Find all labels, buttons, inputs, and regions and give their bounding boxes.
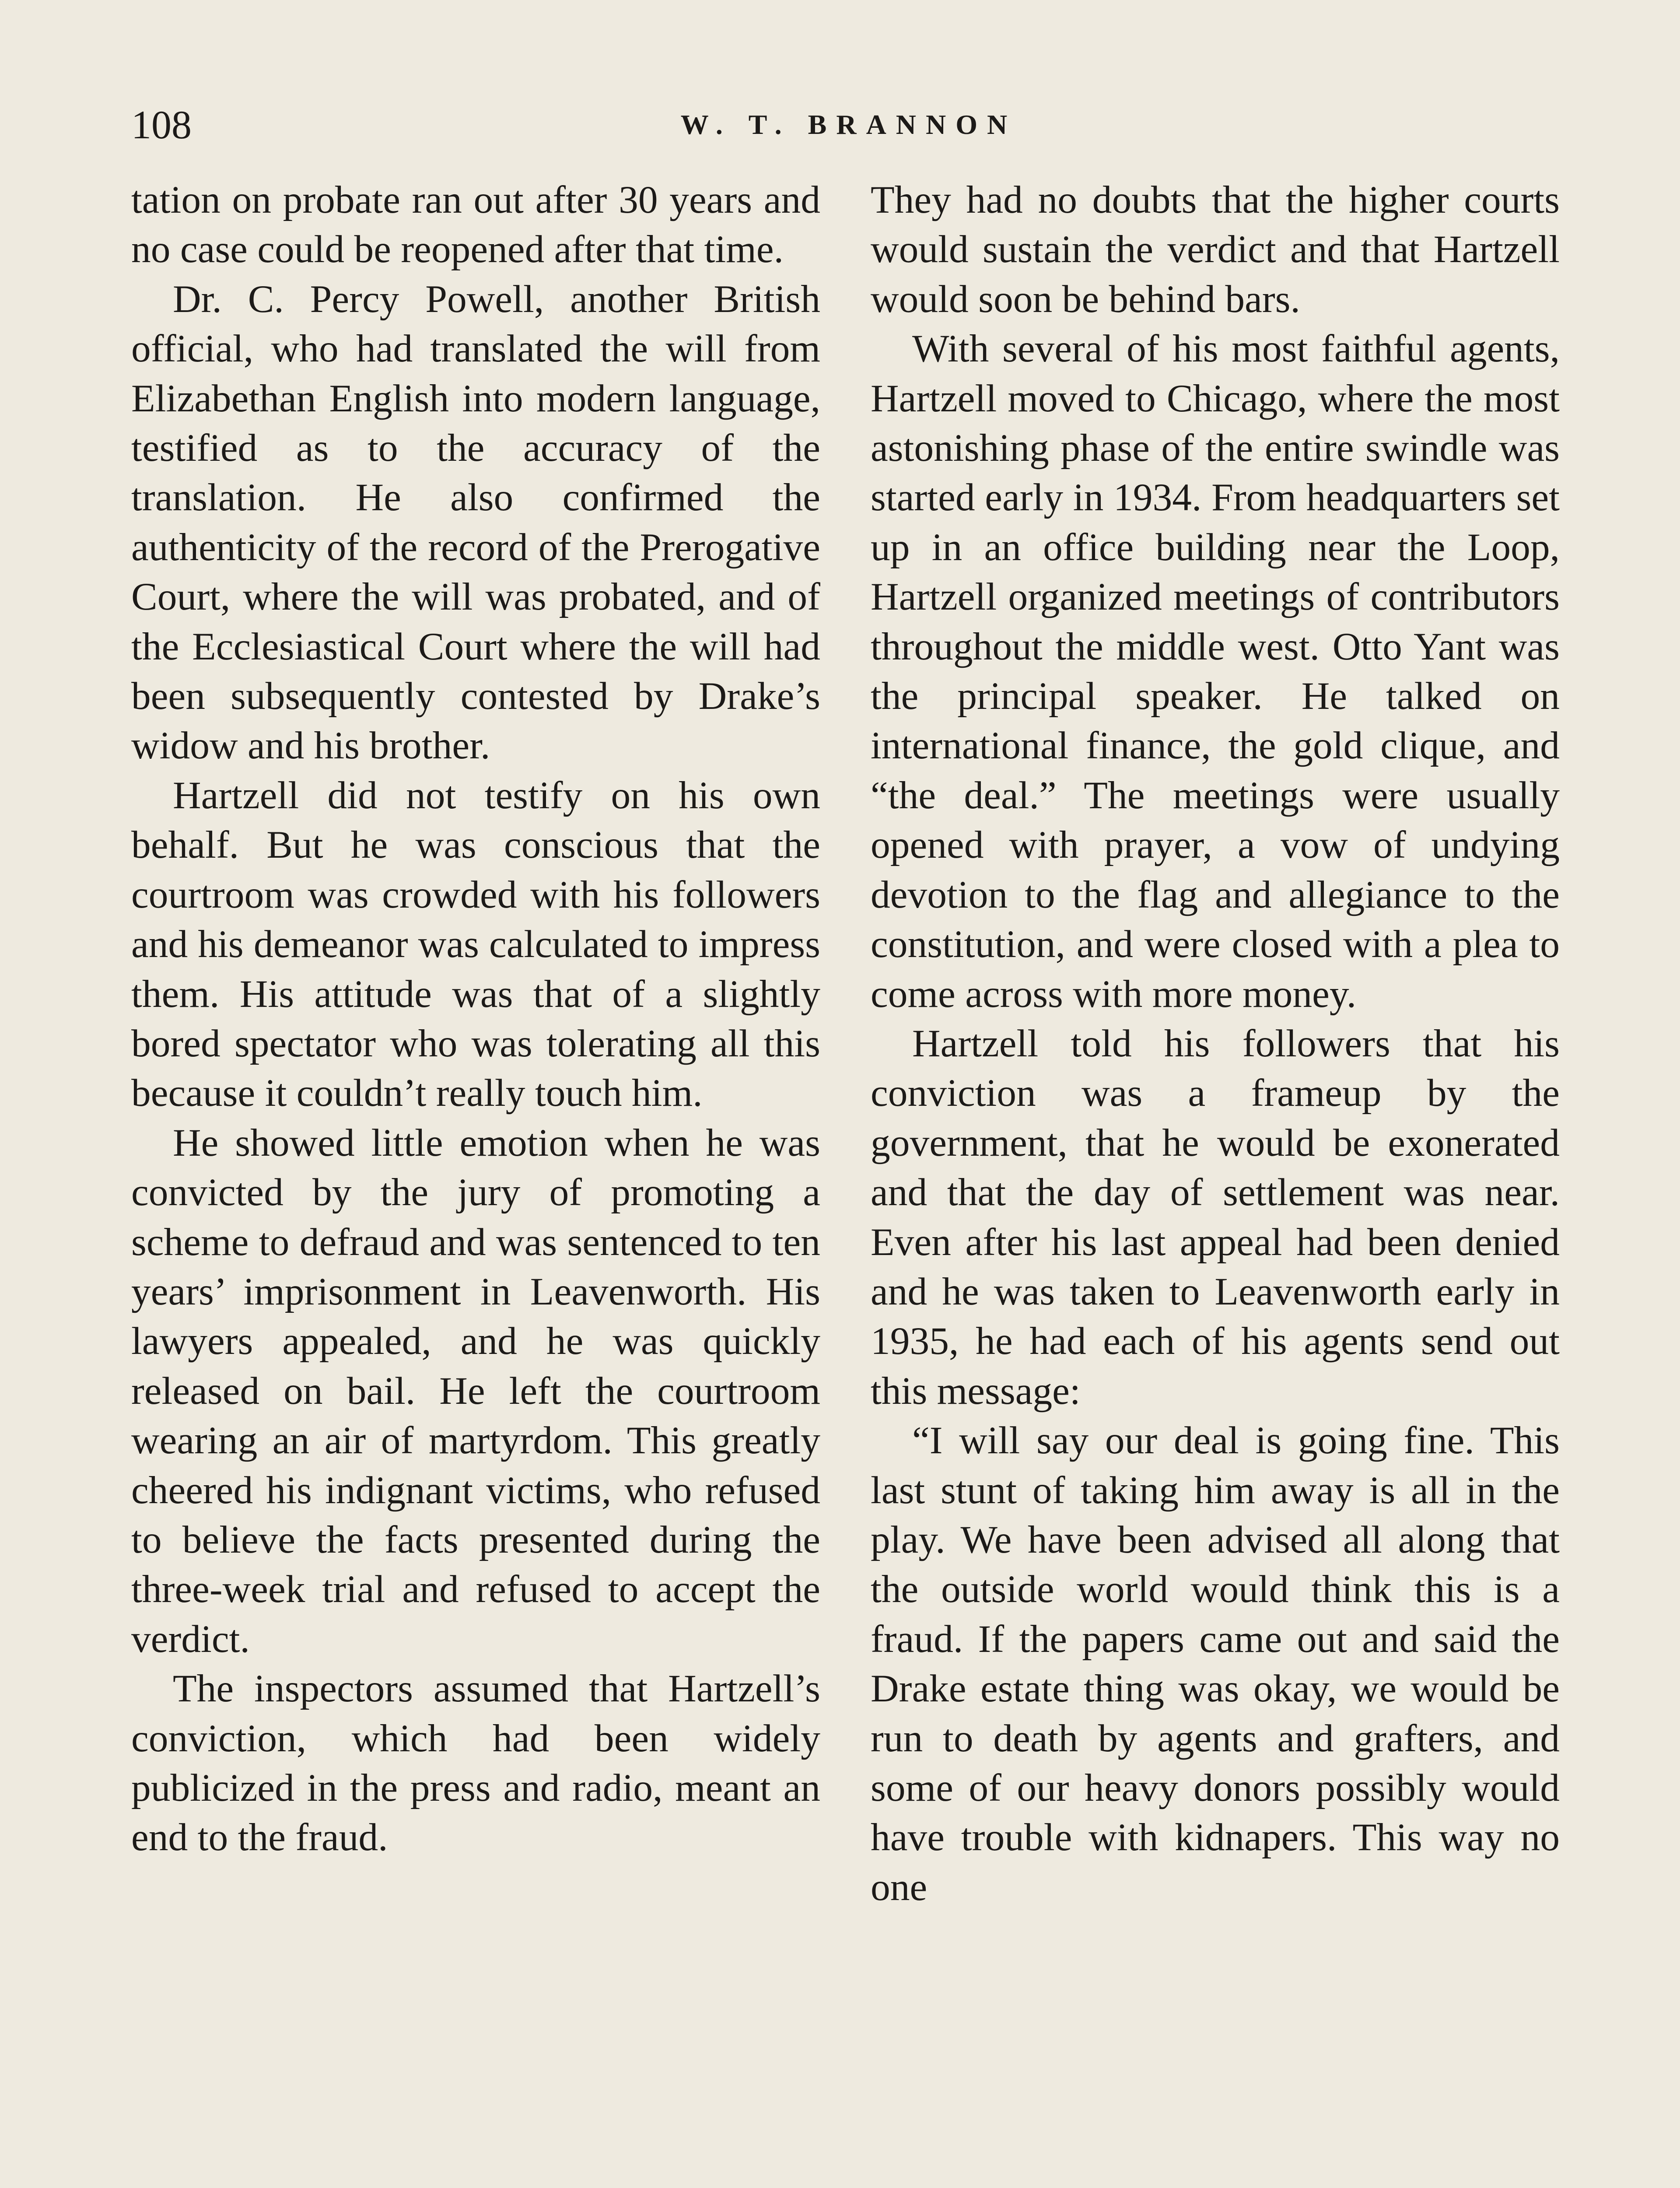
paragraph: Hartzell did not testify on his own behalf. But he was conscious that the courtroom was crowded with his followers and his demeanor was calculated to impress them. His attitude was that of a slightly bored spectator who was tolerating all this because it couldn’t really touch him. bbox=[131, 773, 820, 1115]
paragraph: “I will say our deal is going fine. This last stunt of taking him away is all in the play. We have been advised all along that the outside world would think this is a fraud. If the papers came out and said the Drake estate thing was okay, we would be run to death by agents and grafters, and some of our heavy donors possibly would have trouble with kidnapers. This way no one bbox=[871, 1419, 1560, 1909]
paragraph: Hartzell told his followers that his conviction was a frameup by the government, that he would be exonerated and that the day of settlement was near. Even after his last appeal had been denied and he was taken to Leavenworth early in 1935, he had each of his agents send out this message: bbox=[871, 1021, 1560, 1413]
paragraph: tation on probate ran out after 30 years and no case could be reopened after that time. bbox=[131, 178, 820, 271]
paragraph: Dr. C. Percy Powell, another British official, who had translated the will from Elizabethan English into modern language, testified as to the accuracy of the translation. He also confirmed the authenticity of the record of the Prerogative Court, where the will was probated, and of the Ecclesiastical Court where the will had been subsequently contested by Drake’s widow and his brother. bbox=[131, 277, 820, 768]
page-number: 108 bbox=[131, 102, 192, 147]
left-column bbox=[131, 175, 820, 1862]
right-column bbox=[871, 175, 1560, 1912]
paragraph: They had no doubts that the higher courts would sustain the verdict and that Hartzell would soon be behind bars. bbox=[871, 178, 1560, 321]
running-head: W. T. BRANNON bbox=[680, 109, 1017, 140]
paragraph: The inspectors assumed that Hartzell’s conviction, which had been widely publicized in the press and radio, meant an end to the fraud. bbox=[131, 1667, 820, 1859]
page-header bbox=[131, 96, 1566, 153]
paragraph: With several of his most faithful agents, Hartzell moved to Chicago, where the most astonishing phase of the entire swindle was started early in 1934. From headquarters set up in an office building near the Loop, Hartzell organized meetings of contributors throughout the middle west. Otto Yant was the principal speaker. He talked on international finance, the gold clique, and “the deal.” The meetings were usually opened with prayer, a vow of undying devotion to the flag and allegiance to the constitution, and were closed with a plea to come across with more money. bbox=[871, 327, 1560, 1016]
paragraph: He showed little emotion when he was convicted by the jury of promoting a scheme to defraud and was sentenced to ten years’ imprisonment in Leavenworth. His lawyers appealed, and he was quickly released on bail. He left the courtroom wearing an air of martyrdom. This greatly cheered his indignant victims, who refused to believe the facts presented during the three-week trial and refused to accept the verdict. bbox=[131, 1121, 820, 1661]
